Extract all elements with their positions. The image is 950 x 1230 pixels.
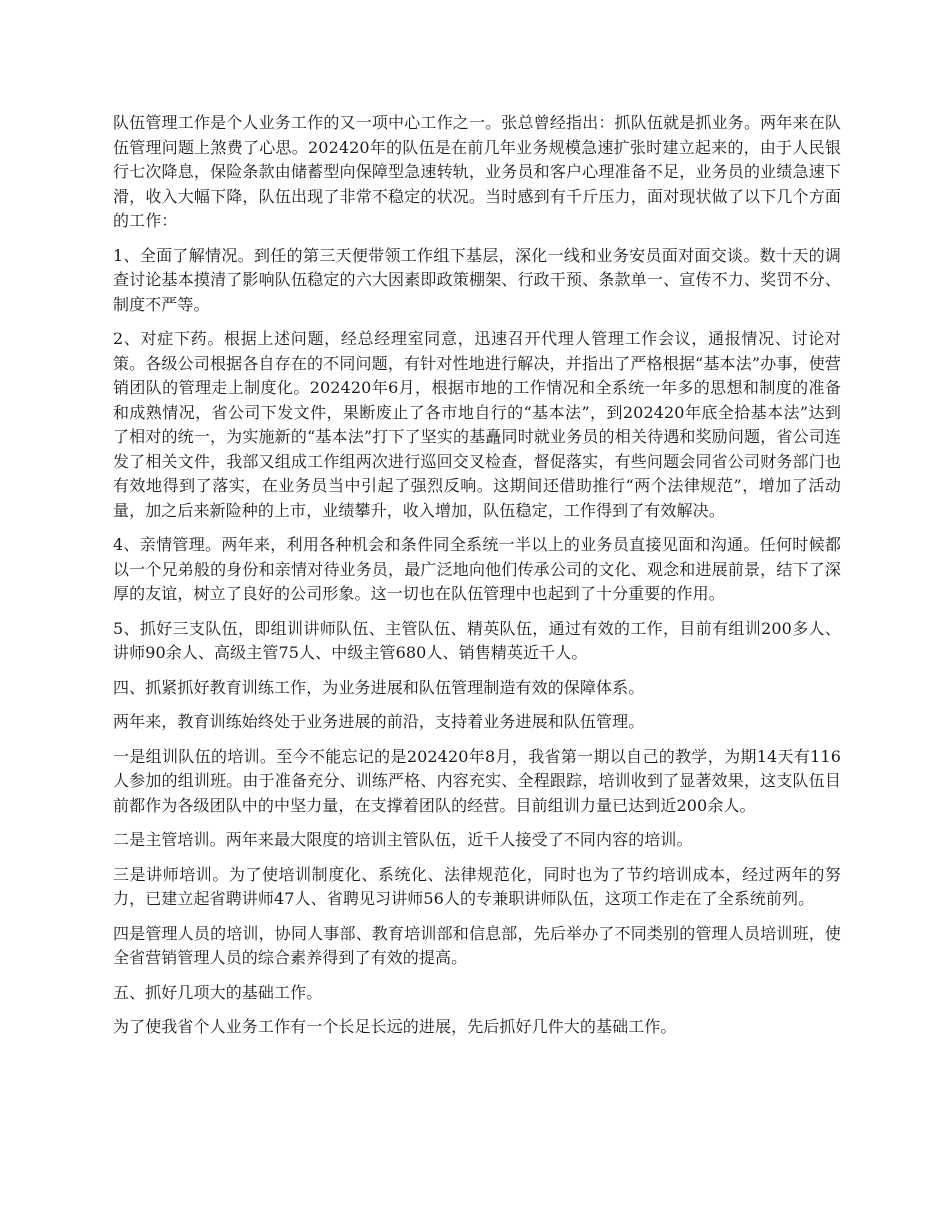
paragraph: 2、对症下药。根据上述问题，经总经理室同意，迅速召开代理人管理工作会议，通报情况、讨论对策。各级公司根据各自存在的不同问题，有针对性地进行解决，并指出了严格根据“基本法”办事，使营销团队的管理走上制度化。202420年6月，根据市地的工作情况和全系统一年多的思想和制度的准备和成熟情况，省公司下发文件，果断废止了各市地自行的“基本法”，到202420年底全拾基本法”达到了相对的统一，为实施新的“基本法”打下了坚实的基矗同时就业务员的相关待遇和奖励问题，省公司连发了相关文件，我部又组成工作组两次进行巡回交叉检查，督促落实，有些问题会同省公司财务部门也有效地得到了落实，在业务员当中引起了强烈反响。这期间还借助推行“两个法律规范”，增加了活动量，加之后来新险种的上市，业绩攀升，收入增加，队伍稳定，工作得到了有效解决。 xyxy=(113,329,841,520)
paragraph: 队伍管理工作是个人业务工作的又一项中心工作之一。张总曾经指出：抓队伍就是抓业务。两年来在队伍管理问题上煞费了心思。202420年的队伍是在前几年业务规模急速扩张时建立起来的，由于人民银行七次降息，保险条款由储蓄型向保障型急速转轨，业务员和客户心理准备不足，业务员的业绩急速下滑，收入大幅下降，队伍出现了非常不稳定的状况。当时感到有千斤压力，面对现状做了以下几个方面的工作： xyxy=(113,113,841,230)
paragraph: 为了使我省个人业务工作有一个长足长远的进展，先后抓好几件大的基础工作。 xyxy=(113,1017,677,1036)
paragraph: 1、全面了解情况。到任的第三天便带领工作组下基层，深化一线和业务安员面对面交谈。数十天的调查讨论基本摸清了影响队伍稳定的六大因素即政策棚架、行政干预、条款单一、宣传不力、奖罚不分、制度不严等。 xyxy=(113,245,841,314)
paragraph: 四、抓紧抓好教育训练工作，为业务进展和队伍管理制造有效的保障体系。 xyxy=(113,677,645,697)
paragraph: 二是主管培训。两年来最大限度的培训主管队伍，近千人接受了不同内容的培训。 xyxy=(113,830,693,849)
paragraph: 五、抓好几项大的基础工作。 xyxy=(113,982,323,1002)
document-body xyxy=(113,111,841,1050)
paragraph: 两年来，教育训练始终处于业务进展的前沿，支持着业务进展和队伍管理。 xyxy=(113,712,645,731)
paragraph: 一是组训队伍的培训。至今不能忘记的是202420年8月，我省第一期以自己的教学，为期14天有116人参加的组训班。由于准备充分、训练严格、内容充实、全程跟踪，培训收到了显著效果，这支队伍目前都作为各级团队中的中坚力量，在支撑着团队的经营。目前组训力量已达到近200余人。 xyxy=(113,746,841,815)
paragraph: 三是讲师培训。为了使培训制度化、系统化、法律规范化，同时也为了节约培训成本，经过两年的努力，已建立起省聘讲师47人、省聘见习讲师56人的专兼职讲师队伍，这项工作走在了全系统前列。 xyxy=(113,864,841,908)
paragraph: 四是管理人员的培训，协同人事部、教育培训部和信息部，先后举办了不同类别的管理人员培训班，使全省营销管理人员的综合素养得到了有效的提高。 xyxy=(113,923,841,967)
paragraph: 4、亲情管理。两年来，利用各种机会和条件同全系统一半以上的业务员直接见面和沟通。任何时候都以一个兄弟般的身份和亲情对待业务员，最广泛地向他们传承公司的文化、观念和进展前景，结下了深厚的友谊，树立了良好的公司形象。这一切也在队伍管理中也起到了十分重要的作用。 xyxy=(113,535,841,603)
paragraph: 5、抓好三支队伍，即组训讲师队伍、主管队伍、精英队伍，通过有效的工作，目前有组训200多人、讲师90余人、高级主管75人、中级主管680人、销售精英近千人。 xyxy=(113,618,841,662)
